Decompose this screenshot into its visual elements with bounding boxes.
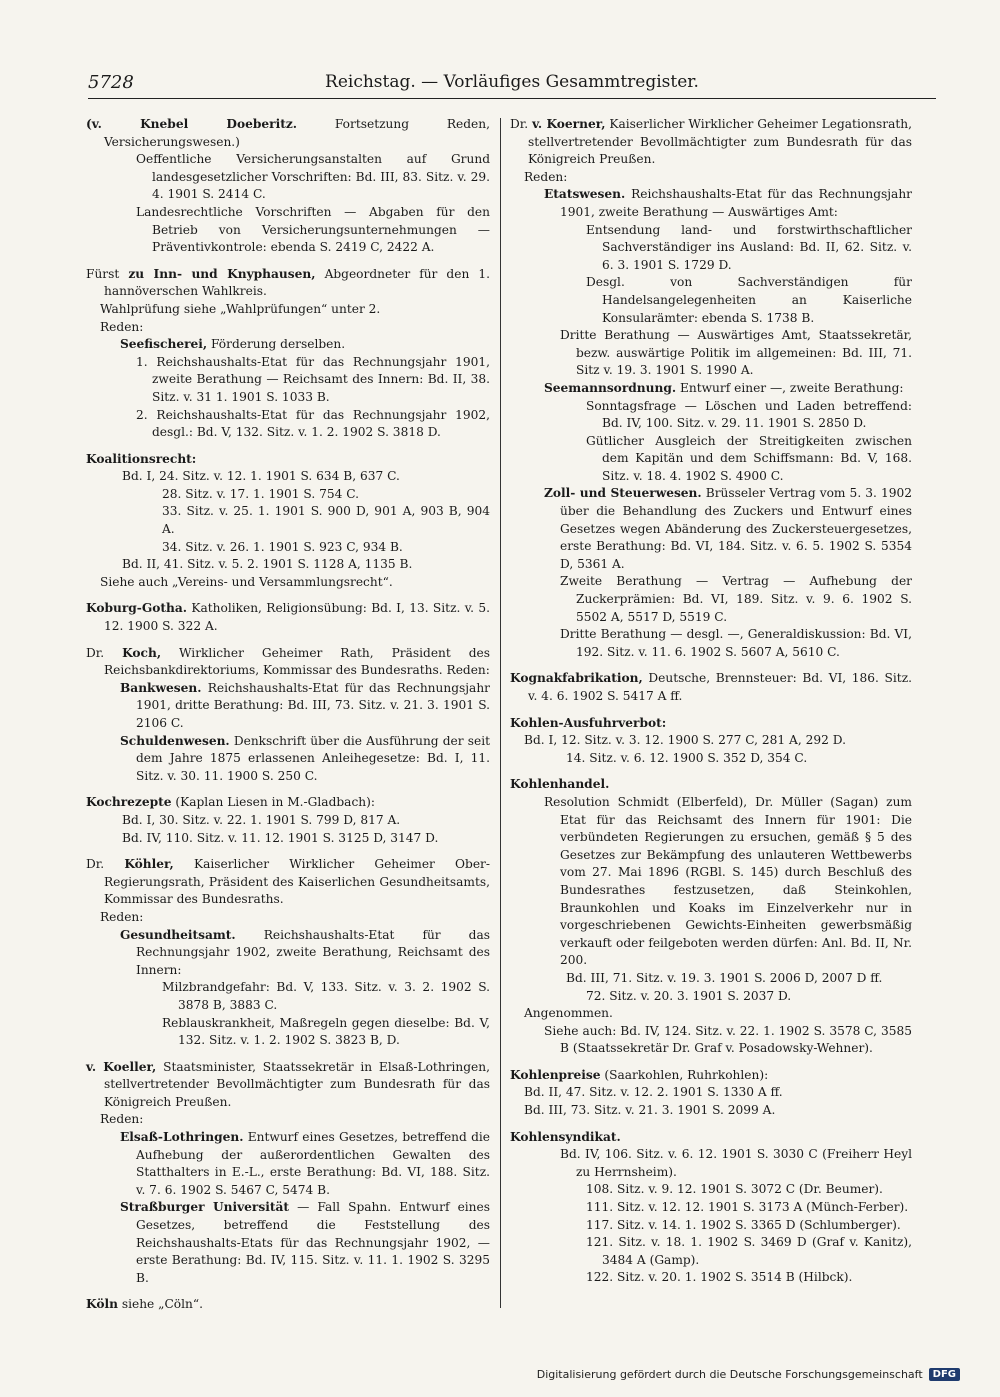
entry-koeln [86,1296,490,1314]
entry-line: Sonntagsfrage — Löschen und Laden betreffend: Bd. IV, 100. Sitz. v. 29. 11. 1901 S. 2850 D. [586,398,912,431]
entry-kohlenhandel [510,776,912,1058]
subheading-rest: Reichshaushalts-Etat für das Rechnungsjahr 1901, zweite Berathung — Auswärtiges Amt: [560,187,912,219]
entry-line: 121. Sitz. v. 18. 1. 1902 S. 3469 D (Graf v. Kanitz), 3484 A (Gamp). [586,1235,912,1267]
entry-heading: Kohlensyndikat. [510,1129,621,1144]
subheading-rest: Denkschrift über die Ausführung der seit dem Jahre 1875 erlassenen Anleihegesetze: Bd. I, 11. Sitz. v. 30. 11. 1900 S. 250 C. [136,733,490,783]
subheading: Straßburger Universität [120,1200,289,1215]
entry-heading-rest: Katholiken, Religionsübung: Bd. I, 13. Sitz. v. 5. 12. 1900 S. 322 A. [104,601,490,634]
entry-koch [86,645,490,786]
entry-line: Bd. I, 12. Sitz. v. 3. 12. 1900 S. 277 C, 281 A, 292 D. [524,733,846,748]
page-header [88,72,936,99]
entry-kognakfabrikation [510,670,912,705]
entry-line: Bd. I, 24. Sitz. v. 12. 1. 1901 S. 634 B, 637 C. [122,469,400,484]
entry-line: Resolution Schmidt (Elberfeld), Dr. Müller (Sagan) zum Etat für das Reichsamt des Innern für 1901: Die verbündeten Regierungen zu ersuchen, gemäß § 5 des Gesetzes zur Bekämpfung des unlauteren Wettbewerbs vom 27. Mai 1896 (RGBl. S. 145) durch Beschluß des Bundesrathes festzusetzen, daß Steinkohlen, Braunkohlen und Koaks im Einzelverkehr nur in vorgeschriebenen Gewichts-Einheiten gewerbsmäßig verkauft oder feilgeboten werden dürfen: Anl. Bd. II, Nr. 200. [544,794,912,968]
entry-line: 33. Sitz. v. 25. 1. 1901 S. 900 D, 901 A, 903 B, 904 A. [162,504,490,537]
entry-kochrezepte [86,794,490,847]
entry-heading: Koch, [122,645,162,660]
entry-line: 117. Sitz. v. 14. 1. 1902 S. 3365 D (Schlumberger). [586,1217,901,1232]
entry-line: Angenommen. [524,1006,613,1021]
dfg-logo: DFG [929,1368,960,1381]
subheading: Etatswesen. [544,187,626,202]
entry-heading-rest: Abgeordneter für den 1. hannöverschen Wahlkreis. [104,266,490,299]
entry-heading: Kohlenhandel. [510,777,610,792]
entry-knebel-doeberitz [86,116,490,257]
subheading: Bankwesen. [120,680,202,695]
page-number: 5728 [88,72,134,93]
entry-line: 72. Sitz. v. 20. 3. 1901 S. 2037 D. [586,988,792,1003]
entry-line: Zweite Berathung — Vertrag — Aufhebung der Zuckerprämien: Bd. VI, 189. Sitz. v. 9. 6. 1902 S. 5502 A, 5517 D, 5519 C. [560,574,912,624]
entry-heading: v. Koerner, [532,117,606,131]
entry-heading: Köhler, [124,857,174,872]
entry-heading: Köln [86,1297,118,1312]
entry-line: Dritte Berathung — desgl. —, Generaldiskussion: Bd. VI, 192. Sitz. v. 11. 6. 1902 S. 5607 A, 5610 C. [560,627,912,659]
subheading: Seemannsordnung. [544,380,677,395]
subheading-rest: Reichshaushalts-Etat für das Rechnungsjahr 1902, zweite Berathung, Reichsamt des Innern: [136,927,490,977]
entry-line: 34. Sitz. v. 26. 1. 1901 S. 923 C, 934 B. [162,539,403,554]
entry-line: Reblauskrankheit, Maßregeln gegen dieselbe: Bd. V, 132. Sitz. v. 1. 2. 1902 S. 3823 B, D. [162,1015,490,1048]
entry-line: Landesrechtliche Vorschriften — Abgaben für den Betrieb von Versicherungsunternehmungen — Präventivkontrole: ebenda S. 2419 C, 2422 A. [136,204,490,255]
entry-heading: Koalitionsrecht: [86,451,197,466]
entry-prefix: Dr. [86,645,123,660]
entry-line: 28. Sitz. v. 17. 1. 1901 S. 754 C. [162,486,359,501]
entry-line: Gütlicher Ausgleich der Streitigkeiten zwischen dem Kapitän und dem Schiffsmann: Bd. V, 168. Sitz. v. 18. 4. 1902 S. 4900 C. [586,433,912,483]
entry-heading-rest: Kaiserlicher Wirklicher Geheimer Ober-Regierungsrath, Präsident des Kaiserlichen Gesundheitsamts, Kommissar des Bundesraths. [104,857,491,907]
subheading-rest: Förderung derselben. [207,337,346,352]
entry-kohlensyndikat [510,1129,912,1287]
running-title: Reichstag. — Vorläufiges Gesammtregister. [325,72,699,92]
entry-heading: Kognakfabrikation, [510,671,643,686]
entry-koalitionsrecht [86,451,490,592]
subheading-rest: Entwurf einer —, zweite Berathung: [676,380,904,395]
entry-koeller [86,1059,490,1288]
entry-line: Oeffentliche Versicherungsanstalten auf Grund landesgesetzlicher Vorschriften: Bd. III, 83. Sitz. v. 29. 4. 1901 S. 2414 C. [136,152,490,202]
entry-heading: v. Koeller, [86,1059,157,1074]
entry-koehler [86,856,490,1050]
entry-line: Desgl. von Sachverständigen für Handelsangelegenheiten an Kaiserliche Konsularämter: ebenda S. 1738 B. [586,275,912,325]
left-column [86,116,490,1323]
entry-line: Reden: [100,319,144,334]
entry-knyphausen [86,266,490,442]
entry-line: Entsendung land- und forstwirthschaftlicher Sachverständiger ins Ausland: Bd. II, 62. Sitz. v. 6. 3. 1901 S. 1729 D. [586,222,912,272]
entry-line: 14. Sitz. v. 6. 12. 1900 S. 352 D, 354 C. [566,750,808,765]
subheading: Elsaß-Lothringen. [120,1130,244,1145]
right-column [510,116,912,1296]
entry-heading: zu Inn- und Knyphausen, [128,266,316,281]
entry-line: Siehe auch: Bd. IV, 124. Sitz. v. 22. 1. 1902 S. 3578 C, 3585 B (Staatssekretär Dr. Graf v. Posadowsky-Wehner). [544,1023,912,1056]
entry-line: Milzbrandgefahr: Bd. V, 133. Sitz. v. 3. 2. 1902 S. 3878 B, 3883 C. [162,980,490,1012]
column-divider [500,118,501,1308]
entry-line: 111. Sitz. v. 12. 12. 1901 S. 3173 A (Münch-Ferber). [586,1200,909,1215]
entry-line: Bd. I, 30. Sitz. v. 22. 1. 1901 S. 799 D, 817 A. [122,812,401,827]
subheading-rest: Entwurf eines Gesetzes, betreffend die Aufhebung der außerordentlichen Gewalten des Statthalters in E.-L., erste Berathung: Bd. VI, 188. Sitz. v. 7. 6. 1902 S. 5467 C, 5474 B. [136,1130,490,1197]
entry-heading-rest: Fortsetzung Reden, Versicherungswesen.) [104,117,490,149]
footer [537,1368,960,1381]
entry-line: Bd. III, 73. Sitz. v. 21. 3. 1901 S. 2099 A. [524,1103,776,1118]
footer-credit: Digitalisierung gefördert durch die Deutsche Forschungsgemeinschaft [536,1368,923,1381]
entry-prefix: Dr. [86,857,125,872]
entry-heading-rest: Wirklicher Geheimer Rath, Präsident des Reichsbankdirektoriums, Kommissar des Bundesraths. Reden: [104,645,490,678]
entry-line: Bd. IV, 110. Sitz. v. 11. 12. 1901 S. 3125 D, 3147 D. [122,830,439,845]
entry-koburg-gotha [86,600,490,635]
entry-line: Reden: [524,169,568,184]
entry-line: 122. Sitz. v. 20. 1. 1902 S. 3514 B (Hilbck). [586,1270,853,1285]
entry-heading: Kochrezepte [86,795,172,810]
entry-heading-rest: (Kaplan Liesen in M.-Gladbach): [171,795,375,810]
entry-line: Bd. III, 71. Sitz. v. 19. 3. 1901 S. 2006 D, 2007 D ff. [566,970,883,985]
entry-heading: Koburg-Gotha. [86,601,188,616]
subheading: Schuldenwesen. [120,733,230,748]
entry-line: Bd. II, 41. Sitz. v. 5. 2. 1901 S. 1128 A, 1135 B. [122,557,413,572]
entry-heading-rest: siehe „Cöln“. [117,1297,203,1312]
entry-line: Reden: [100,909,144,924]
entry-kohlen-ausfuhrverbot [510,715,912,768]
entry-heading-rest: Staatsminister, Staatssekretär in Elsaß-Lothringen, stellvertretender Bevollmächtigter zum Bundesrath für das Königreich Preußen. [104,1059,490,1109]
entry-line: Bd. II, 47. Sitz. v. 12. 2. 1901 S. 1330 A ff. [524,1085,783,1100]
entry-koerner [510,116,912,661]
entry-prefix: Dr. [510,117,533,131]
entry-heading-rest: Kaiserlicher Wirklicher Geheimer Legationsrath, stellvertretender Bevollmächtigter zum Bundesrath für das Königreich Preußen. [528,117,912,167]
entry-line: 2. Reichshaushalts-Etat für das Rechnungsjahr 1902, desgl.: Bd. V, 132. Sitz. v. 1. 2. 1902 S. 3818 D. [136,407,490,440]
entry-line: Dritte Berathung — Auswärtiges Amt, Staatssekretär, bezw. auswärtige Politik im allgemeinen: Bd. III, 71. Sitz v. 19. 3. 1901 S. 1990 A. [560,328,912,378]
entry-line: Siehe auch „Vereins- und Versammlungsrecht“. [100,574,393,589]
entry-line: Bd. IV, 106. Sitz. v. 6. 12. 1901 S. 3030 C (Freiherr Heyl zu Herrnsheim). [560,1147,912,1179]
subheading-rest: — Fall Spahn. Entwurf eines Gesetzes, betreffend die Feststellung des Reichshaushalts-Etats für das Rechnungsjahr 1902, — erste Berathung: Bd. IV, 115. Sitz. v. 11. 1. 1902 S. 3295 B. [136,1200,490,1285]
entry-line: 1. Reichshaushalts-Etat für das Rechnungsjahr 1901, zweite Berathung — Reichsamt des Innern: Bd. II, 38. Sitz. v. 31 1. 1901 S. 1033 B. [136,354,490,404]
subheading-rest: Brüsseler Vertrag vom 5. 3. 1902 über die Behandlung des Zuckers und Entwurf eines Gesetzes wegen Abänderung des Zuckersteuergesetzes, erste Berathung: Bd. VI, 184. Sitz. v. 6. 5. 1902 S. 5354 D, 5361 A. [560,486,912,571]
entry-prefix: Fürst [86,266,129,281]
subheading: Seefischerei, [120,337,208,352]
entry-line: 108. Sitz. v. 9. 12. 1901 S. 3072 C (Dr. Beumer). [586,1182,883,1197]
entry-line: Wahlprüfung siehe „Wahlprüfungen“ unter 2. [100,301,381,316]
subheading: Gesundheitsamt. [120,927,236,942]
entry-kohlenpreise [510,1067,912,1120]
subheading-rest: Reichshaushalts-Etat für das Rechnungsjahr 1901, dritte Berathung: Bd. III, 73. Sitz. v. 21. 3. 1901 S. 2106 C. [136,680,490,730]
entry-heading: Kohlen-Ausfuhrverbot: [510,715,667,730]
entry-heading-rest: (Saarkohlen, Ruhrkohlen): [600,1067,769,1082]
entry-heading-rest: Deutsche, Brennsteuer: Bd. VI, 186. Sitz. v. 4. 6. 1902 S. 5417 A ff. [528,671,912,703]
entry-heading: Kohlenpreise [510,1067,601,1082]
entry-line: Reden: [100,1112,144,1127]
subheading: Zoll- und Steuerwesen. [544,486,702,501]
entry-heading: (v. Knebel Doeberitz. [86,117,298,131]
